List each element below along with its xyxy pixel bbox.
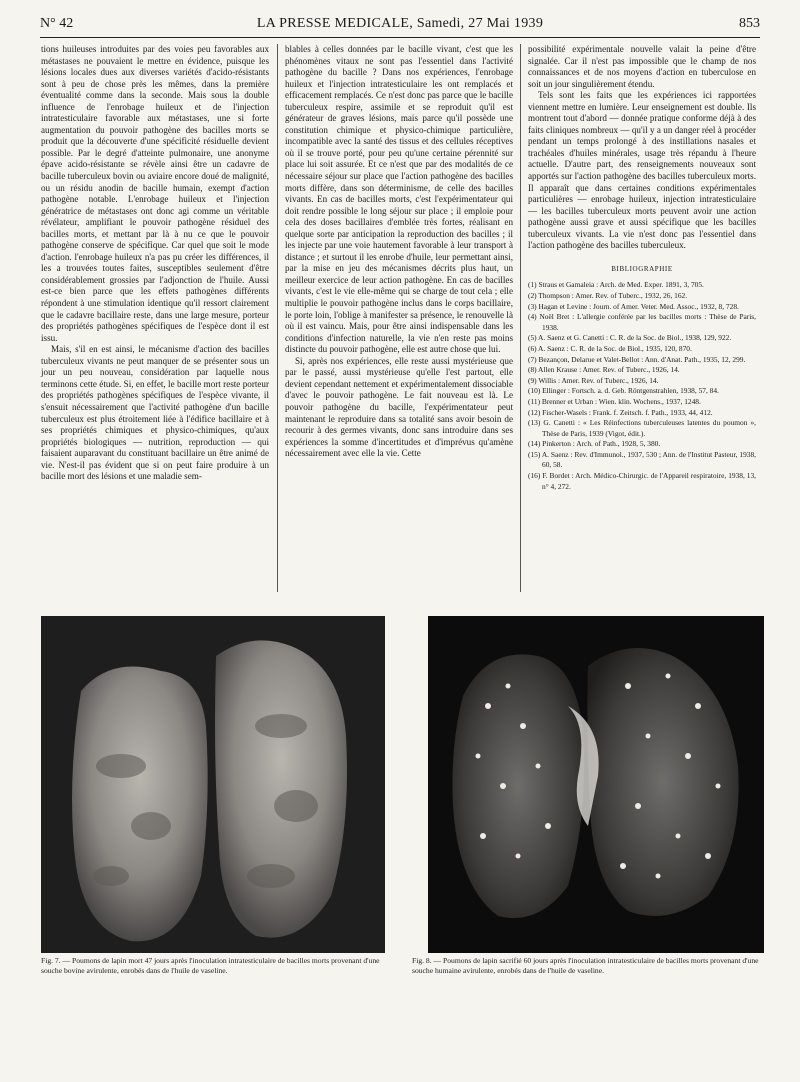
paragraph: blables à celles données par le bacille vivant, c'est que les phénomènes vitaux ne sont pas l'essentiel dans l'activité pathogène du bacille ? Dans nos expériences, l'enrobage huileux et l'injection intratesticulaire les ont remplacés et efficacement remplacés. Ce n'est donc pas parce que le bacille tuberculeux respire, assimile et se reproduit qu'il est générateur de graves lésions, mais parce qu'il possède une constitution chimique et physico-chimique particulière, incompatible avec la santé des tissus et des cellules réceptives où il se trouve porté, pour peu qu'une certaine pérennité sur place lui soit assurée. Et ce n'est que par des modalités de ce nécessaire séjour sur place que l'action pathogène des bacilles morts diffère, dans son déterminisme, de celle des bacilles vivants. En cas de bacilles morts, c'est l'expérimentateur qui doit rendre possible le long séjour sur place ; il emploie pour cela des doses bacillaires d'emblée très fortes, réalisant en quelque sorte par anticipation la reproduction des bacilles ; il les injecte par une voie hautement favorable à leur transport à distance ; et surtout il les enrobe d'huile, leur permettant ainsi, par la mise en jeu des mécanismes décrits plus haut, un meilleur exercice de leur action pathogène. En cas de bacilles vivants, c'est le vie elle-même qui se charge de tout cela ; elle multiplie le pouvoir pathogène inclus dans le corps bacillaire, le porte loin, l'oblige à manifester sa présence, le renouvelle là où il est vaincu. Mais, pour être ainsi indispensable dans les conditions d'infection naturelle, la vie n'en reste pas moins distincte du pouvoir pathogène, elle est autre chose que lui. bbox=[285, 44, 513, 355]
bibliography-item: (7) Bezançon, Delarue et Valet-Bellot : Ann. d'Anat. Path., 1935, 12, 299. bbox=[528, 354, 746, 364]
text-column-3 bbox=[528, 44, 756, 492]
figure-7-caption: Fig. 7. — Poumons de lapin mort 47 jours après l'inoculation intratesticulaire de bacilles morts provenant d'une souche bovine avirulente, enrobés dans de l'huile de vaseline. bbox=[41, 956, 380, 975]
figure-8-caption: Fig. 8. — Poumons de lapin sacrifié 60 jours après l'inoculation intratesticulaire de bacilles morts provenant d'une souche humaine avirulente, enrobés dans de l'huile de vaseline. bbox=[412, 956, 759, 975]
bibliography-item: (15) A. Saenz : Rev. d'Immunol., 1937, 530 ; Ann. de l'Institut Pasteur, 1938, 60, 58. bbox=[528, 449, 756, 470]
bibliography-item: (6) A. Saenz : C. R. de la Soc. de Biol., 1935, 120, 870. bbox=[528, 343, 692, 353]
bibliography-item: (12) Fischer-Wasels : Frank. f. Zeitsch. f. Path., 1933, 44, 412. bbox=[528, 407, 713, 417]
bibliography-item: (1) Straus et Gamaleia : Arch. de Med. Exper. 1891, 3, 705. bbox=[528, 280, 704, 290]
paragraph: Mais, s'il en est ainsi, le mécanisme d'action des bacilles tuberculeux vivants ne peut manquer de se présenter sous un jour un peu nouveau, considération par laquelle nous terminons cette étude. Si, en effet, le bacille mort reste porteur des propriétés pathogènes spécifiques de l'espèce vivante, il s'ensuit nécessairement que l'activité pathogène d'un bacille tuberculeux est plus étroitement liée à l'édifice bacillaire et à ses propriétés chimiques et physico-chimiques, qu'aux propriétés biologiques — nutrition, reproduction — qui faisaient auparavant du constituant bacillaire un être animé de vie. N'est-il pas évident que si on peut faire produire à un bacille mort des lésions et une maladie sem- bbox=[41, 344, 269, 482]
bibliography-heading: BIBLIOGRAPHIE bbox=[611, 264, 673, 273]
bibliography-item: (5) A. Saenz et G. Canetti : C. R. de la Soc. de Biol., 1938, 129, 922. bbox=[528, 333, 732, 343]
bibliography-list bbox=[528, 280, 756, 492]
text-column-1 bbox=[41, 44, 269, 483]
bibliography-item: (11) Brenner et Urban : Wien. klin. Wochens., 1937, 1248. bbox=[528, 396, 701, 406]
journal-title: LA PRESSE MEDICALE, Samedi, 27 Mai 1939 bbox=[256, 16, 544, 31]
bibliography-item: (2) Thompson : Amer. Rev. of Tuberc., 1932, 26, 162. bbox=[528, 290, 688, 300]
issue-number: N° 42 bbox=[40, 16, 74, 31]
bibliography-item: (14) Pinkerton : Arch. of Path., 1928, 5, 380. bbox=[528, 439, 661, 449]
column-divider bbox=[520, 44, 521, 592]
header-rule bbox=[40, 37, 760, 38]
paragraph: Si, après nos expériences, elle reste aussi mystérieuse que par le passé, aussi mystérieuse qu'elle l'est partout, elle devient cependant nettement et expérimentalement dissociable d'avec le pouvoir pathogène. Le fait nouveau est là. Le pouvoir pathogène du bacille, l'expérimentateur peut maintenant le reproduire dans sa totalité sans avoir besoin de recourir à des germes vivants, donc sans introduire dans ses expériences la somme d'incertitudes et d'imprévus qu'amène nécessairement avec elle la vie. Cette bbox=[285, 355, 513, 459]
lung-image bbox=[428, 616, 764, 953]
bibliography-item: (3) Hagan et Levine : Journ. of Amer. Veter. Med. Assoc., 1932, 8, 728. bbox=[528, 301, 739, 311]
lung-image bbox=[41, 616, 385, 953]
bibliography-item: (9) Willis : Amer. Rev. of Tuberc., 1926, 14. bbox=[528, 375, 659, 385]
paragraph: possibilité expérimentale nouvelle valait la peine d'être signalée. Car il n'est pas impossible que le champ de nos connaissances et de nos moyens d'action en tuberculose en soit un jour singulièrement étendu. bbox=[528, 44, 756, 89]
running-header bbox=[40, 16, 760, 38]
paragraph: tions huileuses introduites par des voies peu favorables aux métastases ne pouvaient le mettre en évidence, puisque les lésions locales dues aux diverses variétés d'acido-résistants sont à peu de chose près les mêmes, dans la première éventualité comme dans la seconde. Mais sous la double influence de l'enrobage huileux et de l'injection intratesticulaire favorable aux métastases, une si forte augmentation du pouvoir pathogène des bacilles morts se produit que la découverte d'une spécificité résiduelle devient possible. Par le degré d'atteinte pulmonaire, une anonyme épave acido-résistante se révèle ainsi être un cadavre de bacille tuberculeux bovin ou aviaire encore doué de malignité, ou un résidu anodin de bacille humain, exempt d'action pathogène notable. L'enrobage huileux et l'injection génératrice de métastases ont donc agi comme un véritable révélateur, amplifiant le pouvoir pathogène résiduel des bacilles morts, et mettant par là à nu ce que le pouvoir pathogène conserve de spécifique. Car quel que soit le mode d'action. l'enrobage huileux n'a pas pu créer les différences, il les a trouvées toutes faites, susceptibles seulement d'être considérablement grossies par l'adjonction de l'huile. Aussi est-ce bien parce que les effets pathogènes différents répondent à une stimulation identique qu'il ressort clairement que le cadavre bacillaire reste, dans une large mesure, porteur des propriétés pathogènes spécifiques de l'espèce dont il est issu. bbox=[41, 44, 269, 343]
column-divider bbox=[277, 44, 278, 592]
bibliography-item: (4) Noël Bret : L'allergie conférée par les bacilles morts : Thèse de Paris, 1938. bbox=[528, 312, 756, 332]
figure-7-lung-photograph bbox=[41, 616, 385, 953]
bibliography-item: (8) Allen Krause : Amer. Rev. of Tuberc., 1926, 14. bbox=[528, 365, 680, 375]
bibliography-item: (13) G. Canetti : « Les Réinfections tuberculeuses latentes du poumon », Thèse de Paris, 1939 (Vigot, édit.). bbox=[528, 418, 756, 438]
figure-8-lung-photograph bbox=[428, 616, 764, 953]
page-number: 853 bbox=[739, 16, 760, 31]
paragraph: Tels sont les faits que les expériences ici rapportées viennent mettre en lumière. Leur enseignement est double. Ils montrent tout d'abord — donnée pratique conforme déjà à des faits cliniques nombreux — qu'il y a un danger réel à procéder pendant un temps prolongé à des instillations nasales et trachéales d'huiles minérales, usage très répandu à l'heure actuelle. D'autre part, des renseignements nouveaux sont apportés sur l'action pathogène des bacilles tuberculeux morts. Il apparaît que dans certaines conditions expérimentales particulières — enrobage huileux, injection intratesticulaire — les bacilles tuberculeux morts peuvent avoir une action pathogène aussi grave et aussi spécifique que les bacilles tuberculeux vivants. La vie n'est donc pas l'essentiel dans l'action pathogène des bacilles tuberculeux. bbox=[528, 90, 756, 251]
bibliography-item: (16) F. Bordet : Arch. Médico-Chirurgic. de l'Appareil respiratoire, 1938, 13, n° 4, 272. bbox=[528, 471, 756, 491]
text-column-2 bbox=[285, 44, 513, 460]
bibliography-item: (10) Ellinger : Fortsch. a. d. Geb. Röntgenstrahlen, 1938, 57, 84. bbox=[528, 386, 719, 396]
